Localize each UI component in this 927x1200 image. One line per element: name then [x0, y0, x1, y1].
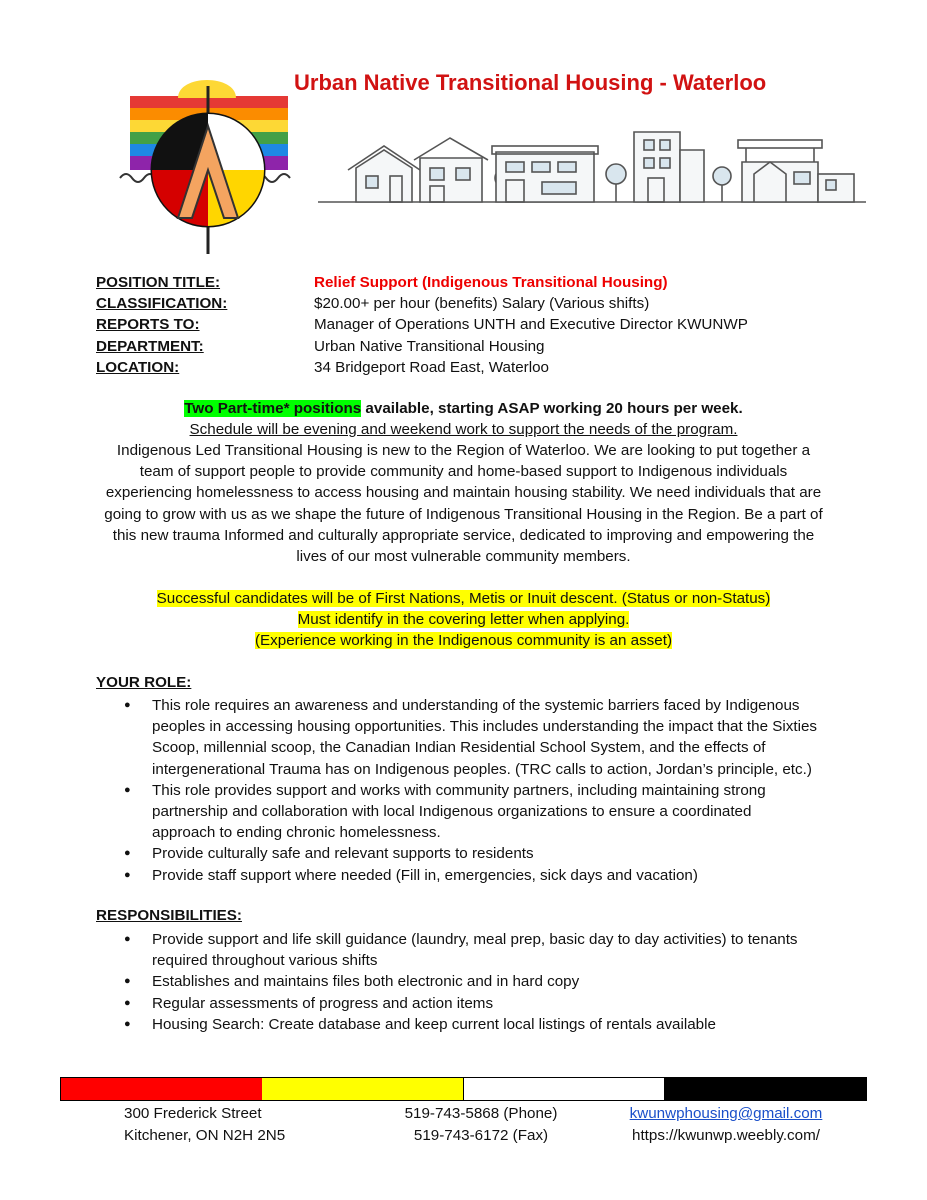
field-value: Urban Native Transitional Housing — [314, 337, 545, 355]
medicine-wheel-color-band — [60, 1077, 867, 1101]
field-value: Relief Support (Indigenous Transitional Housing) — [314, 274, 668, 291]
item-line: ● This role provides support and works with community partners, including maintaining strong — [152, 781, 766, 799]
responsibilities-heading: RESPONSIBILITIES: — [96, 907, 242, 924]
positions-rest: available, starting ASAP working 20 hours per week. — [361, 400, 743, 417]
item-line: partnership and collaboration with local Indigenous organizations to ensure a coordinated — [152, 803, 752, 821]
footer-contact — [606, 1103, 846, 1147]
item-line: ● Provide culturally safe and relevant supports to residents — [152, 845, 534, 863]
address-line: Kitchener, ON N2H 2N5 — [124, 1127, 286, 1144]
footer-phones — [392, 1103, 570, 1147]
band-black — [665, 1078, 866, 1100]
email-link[interactable]: kwunwphousing@gmail.com — [629, 1105, 823, 1122]
role-list — [124, 695, 844, 886]
fax-number: 519-743-6172 (Fax) — [413, 1127, 549, 1144]
field-label: POSITION TITLE: — [96, 274, 221, 291]
website-link[interactable]: https://kwunwp.weebly.com/ — [632, 1127, 820, 1144]
role-heading: YOUR ROLE: — [96, 674, 192, 691]
field-row — [96, 293, 748, 314]
item-line: peoples in accessing housing opportunities. This includes understanding the impact that the Sixties — [152, 718, 818, 736]
field-label: LOCATION: — [96, 358, 180, 376]
item-line: ● Regular assessments of progress and action items — [152, 994, 494, 1012]
list-item — [124, 971, 844, 992]
field-row — [96, 314, 748, 335]
list-item — [124, 780, 844, 844]
responsibilities-list — [124, 929, 844, 1035]
item-line: approach to ending chronic homelessness. — [152, 824, 441, 842]
item-line: Scoop, millennial scoop, the Canadian Indian Residential School System, and the effects of — [152, 739, 766, 757]
position-fields — [96, 272, 748, 378]
positions-line — [60, 398, 867, 419]
eligibility-line: Must identify in the covering letter when applying. — [297, 611, 630, 629]
list-item — [124, 1014, 844, 1035]
list-item — [124, 865, 844, 886]
list-item — [124, 993, 844, 1014]
band-yellow — [262, 1078, 463, 1100]
list-item — [124, 695, 844, 780]
field-value: $20.00+ per hour (benefits) Salary (Various shifts) — [314, 295, 650, 313]
medicine-wheel-rainbow-logo — [118, 78, 298, 258]
houses-illustration — [318, 110, 866, 210]
footer-address — [124, 1103, 285, 1147]
item-line: ● Housing Search: Create database and keep current local listings of rentals available — [152, 1015, 716, 1033]
paragraph-line: team of support people to provide community and home-based support to Indigenous individuals — [139, 463, 788, 481]
phone-number: 519-743-5868 (Phone) — [404, 1105, 558, 1122]
item-line: intergenerational Trauma has on Indigenous peoples. (TRC calls to action, Jordan’s principle, etc.) — [152, 760, 812, 778]
address-line: 300 Frederick Street — [124, 1105, 262, 1122]
positions-highlight: Two Part-time* positions — [184, 400, 362, 417]
field-value: Manager of Operations UNTH and Executive Director KWUNWP — [314, 316, 748, 334]
eligibility-line: Successful candidates will be of First Nations, Metis or Inuit descent. (Status or non-Status) — [156, 590, 771, 607]
paragraph-line: Indigenous Led Transitional Housing is new to the Region of Waterloo. We are looking to put together a — [116, 442, 811, 459]
band-red — [61, 1078, 262, 1100]
field-label: REPORTS TO: — [96, 316, 200, 334]
field-row — [96, 272, 748, 293]
intro-paragraph — [60, 440, 867, 567]
paragraph-line: going to grow with us as we shape the future of Indigenous Transitional Housing in the Region. Be a part of — [104, 505, 823, 523]
list-item — [124, 929, 844, 971]
page-title: Urban Native Transitional Housing - Waterloo — [294, 70, 767, 95]
item-line: ● This role requires an awareness and understanding of the systemic barriers faced by Indigenous — [152, 697, 800, 714]
item-line: required throughout various shifts — [152, 952, 378, 970]
item-line: ● Provide staff support where needed (Fill in, emergencies, sick days and vacation) — [152, 866, 698, 884]
band-white — [463, 1078, 666, 1100]
eligibility-block — [60, 588, 867, 652]
paragraph-line: experiencing homelessness to access housing and maintain housing stability. We need individuals that are — [105, 484, 822, 502]
paragraph-line: lives of our most vulnerable community members. — [296, 548, 631, 566]
item-line: ● Establishes and maintains files both electronic and in hard copy — [152, 973, 580, 991]
eligibility-line: (Experience working in the Indigenous community is an asset) — [254, 632, 673, 650]
field-label: DEPARTMENT: — [96, 337, 204, 355]
field-row — [96, 357, 748, 378]
field-label: CLASSIFICATION: — [96, 295, 228, 313]
field-value: 34 Bridgeport Road East, Waterloo — [314, 358, 549, 376]
paragraph-line: this new trauma Informed and culturally appropriate service, dedicated to improving and empowering the — [112, 526, 815, 544]
field-row — [96, 336, 748, 357]
schedule-line: Schedule will be evening and weekend work to support the needs of the program. — [189, 421, 738, 438]
list-item — [124, 843, 844, 864]
item-line: ● Provide support and life skill guidance (laundry, meal prep, basic day to day activities) to tenants — [152, 931, 798, 948]
